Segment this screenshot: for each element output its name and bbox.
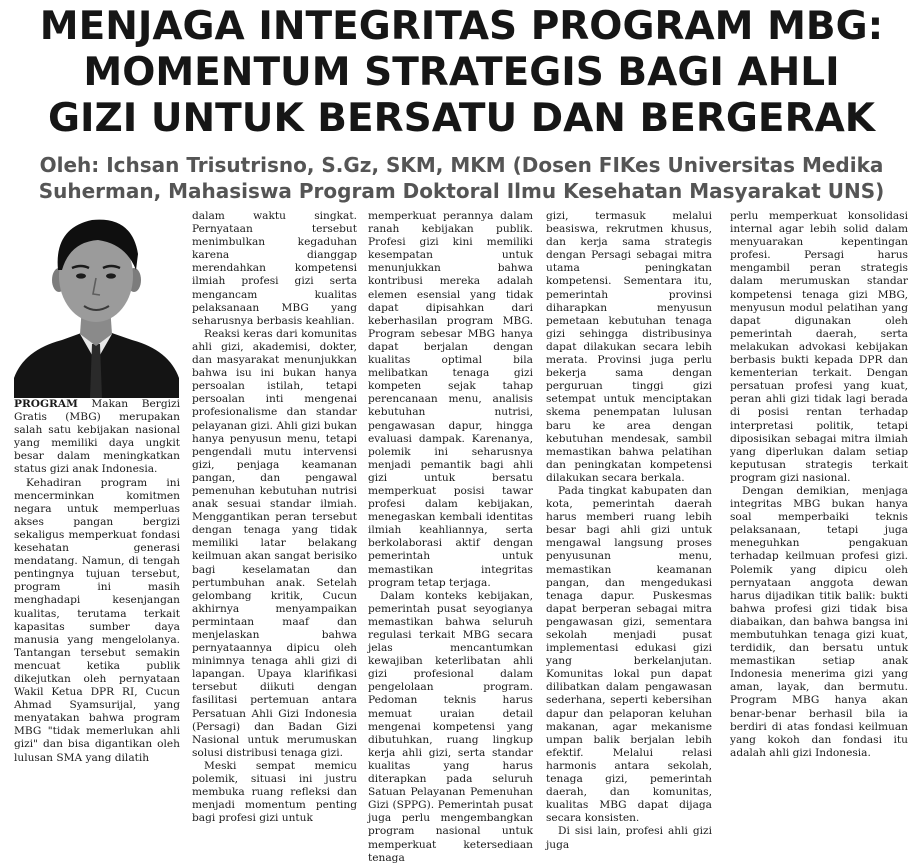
paragraph: gizi, termasuk melalui beasiswa, rekrutmen khusus, dan kerja sama strategis dengan Persagi sebagai mitra utama peningkatan kompetensi. Sementara itu, pemerintah provinsi diharapkan menyusun pemetaan kebutuhan tenaga gizi sehingga distribusinya dapat dilakukan secara lebih merata. Provinsi juga perlu bekerja sama dengan perguruan tinggi gizi setempat untuk menciptakan skema penempatan lulusan baru ke area dengan kebutuhan mendesak, sambil memastikan bahwa pelatihan dan peningkatan kompetensi dilakukan secara berkala. <box>546 210 712 484</box>
article-title <box>0 4 923 142</box>
paragraph: Dalam konteks kebijakan, pemerintah pusat seyogianya memastikan bahwa seluruh regulasi terkait MBG secara jelas mencantumkan kewajiban keterlibatan ahli gizi profesional dalam pengelolaan program. Pedoman teknis harus memuat uraian detail mengenai kompetensi yang dibutuhkan, ruang lingkup kerja ahli gizi, serta standar kualitas yang harus diterapkan pada seluruh Satuan Pelayanan Pemenuhan Gizi (SPPG). Pemerintah pusat juga perlu mengembangkan program nasional untuk memperkuat ketersediaan tenaga <box>368 589 533 864</box>
paragraph: Meski sempat memicu polemik, situasi ini justru membuka ruang refleksi dan menjadi momentum penting bagi profesi gizi untuk <box>192 759 357 825</box>
lead-word: PROGRAM <box>14 398 78 410</box>
byline-line: Suherman, Mahasiswa Program Doktoral Ilmu Kesehatan Masyarakat UNS) <box>38 179 885 203</box>
paragraph: Kehadiran program ini mencerminkan komitmen negara untuk memperluas akses pangan bergizi sekaligus memperkuat fondasi kesehatan generasi mendatang. Namun, di tengah pentingnya tujuan tersebut, program ini masih menghadapi kesenjangan kualitas, terutama terkait kapasitas sumber daya manusia yang mengelolanya. Tantangan tersebut semakin mencuat ketika publik dikejutkan oleh pernyataan Wakil Ketua DPR RI, Cucun Ahmad Syamsurijal, yang menyatakan bahwa program MBG "tidak memerlukan ahli gizi" dan bisa digantikan oleh lulusan SMA yang dilatih <box>14 476 180 764</box>
article-column-5 <box>730 210 908 760</box>
article-column-3 <box>368 210 533 865</box>
article-column-2 <box>192 210 357 825</box>
paragraph: Pada tingkat kabupaten dan kota, pemerintah daerah harus memberi ruang lebih besar bagi ahli gizi untuk mengawal langsung proses penyusunan menu, memastikan keamanan pangan, dan mengedukasi tenaga dapur. Puskesmas dapat berperan sebagai mitra pengawasan gizi, sementara sekolah menjadi pusat implementasi edukasi gizi yang berkelanjutan. Komunitas lokal pun dapat dilibatkan dalam pengawasan sederhana, seperti kebersihan dapur dan pelaporan keluhan makanan, agar mekanisme umpan balik berjalan lebih efektif. Melalui relasi harmonis antara sekolah, tenaga gizi, pemerintah daerah, dan komunitas, kualitas MBG dapat dijaga secara konsisten. <box>546 484 712 825</box>
author-portrait-image <box>14 210 179 398</box>
paragraph: PROGRAM Makan Bergizi Gratis (MBG) merupakan salah satu kebijakan nasional yang memiliki daya ungkit besar dalam meningkatkan status gizi anak Indonesia. <box>14 398 180 476</box>
title-line: MENJAGA INTEGRITAS PROGRAM MBG: <box>39 4 884 49</box>
paragraph: Reaksi keras dari komunitas ahli gizi, akademisi, dokter, dan masyarakat menunjukkan bahwa isu ini bukan hanya persoalan istilah, tetapi persoalan inti mengenai profesionalisme dan standar pelayanan gizi. Ahli gizi bukan hanya penyusun menu, tetapi pengendali mutu intervensi gizi, penjaga keamanan pangan, dan pengawal pemenuhan kebutuhan nutrisi anak sesuai standar ilmiah. Menggantikan peran tersebut dengan tenaga yang tidak memiliki latar belakang keilmuan akan sangat berisiko bagi keselamatan dan pertumbuhan anak. Setelah gelombang kritik, Cucun akhirnya menyampaikan permintaan maaf dan menjelaskan bahwa pernyataannya dipicu oleh minimnya tenaga ahli gizi di lapangan. Upaya klarifikasi tersebut diikuti dengan fasilitasi pertemuan antara Persatuan Ahli Gizi Indonesia (Persagi) dan Badan Gizi Nasional untuk merumuskan solusi distribusi tenaga gizi. <box>192 327 357 759</box>
title-line: MOMENTUM STRATEGIS BAGI AHLI <box>83 50 840 95</box>
author-byline <box>0 152 923 204</box>
paragraph: Dengan demikian, menjaga integritas MBG bukan hanya soal memperbaiki teknis pelaksanaan, tetapi juga meneguhkan pengakuan terhadap keilmuan profesi gizi. Polemik yang dipicu oleh pernyataan anggota dewan harus dijadikan titik balik: bukti bahwa profesi gizi tidak bisa diabaikan, dan bahwa bangsa ini membutuhkan tenaga gizi kuat, terdidik, dan bersatu untuk memastikan setiap anak Indonesia menerima gizi yang aman, layak, dan bermutu. Program MBG hanya akan benar-benar berhasil bila ia berdiri di atas fondasi keilmuan yang kokoh dan fondasi itu adalah ahli gizi Indonesia. <box>730 484 908 759</box>
paragraph: memperkuat perannya dalam ranah kebijakan publik. Profesi gizi kini memiliki kesempatan untuk menunjukkan bahwa kontribusi mereka adalah elemen esensial yang tidak dapat dipisahkan dari keberhasilan program MBG. Program sebesar MBG hanya dapat berjalan dengan kualitas optimal bila melibatkan tenaga gizi kompeten sejak tahap perencanaan menu, analisis kebutuhan nutrisi, pengawasan dapur, hingga evaluasi dampak. Karenanya, polemik ini seharusnya menjadi pemantik bagi ahli gizi untuk bersatu memperkuat posisi tawar profesi dalam kebijakan, menegaskan kembali identitas ilmiah keahliannya, serta berkolaborasi aktif dengan pemerintah untuk memastikan integritas program tetap terjaga. <box>368 210 533 589</box>
paragraph: Di sisi lain, profesi ahli gizi juga <box>546 825 712 851</box>
paragraph: perlu memperkuat konsolidasi internal agar lebih solid dalam menyuarakan kepentingan profesi. Persagi harus mengambil peran strategis dalam merumuskan standar kompetensi tenaga gizi MBG, menyusun modul pelatihan yang dapat digunakan oleh pemerintah daerah, serta melakukan advokasi kebijakan berbasis bukti kepada DPR dan kementerian terkait. Dengan persatuan profesi yang kuat, peran ahli gizi tidak lagi berada di posisi rentan terhadap interpretasi politik, tetapi diposisikan sebagai mitra ilmiah yang diperlukan dalam setiap keputusan strategis terkait program gizi nasional. <box>730 210 908 484</box>
article-column-4 <box>546 210 712 852</box>
paragraph: dalam waktu singkat. Pernyataan tersebut menimbulkan kegaduhan karena dianggap merendahkan kompetensi ilmiah profesi gizi serta mengancam kualitas pelaksanaan MBG yang seharusnya berbasis keahlian. <box>192 210 357 327</box>
byline-line: Oleh: Ichsan Trisutrisno, S.Gz, SKM, MKM (Dosen FIKes Universitas Medika <box>39 153 884 177</box>
author-photo <box>14 210 179 398</box>
title-line: GIZI UNTUK BERSATU DAN BERGERAK <box>47 96 876 141</box>
article-column-1 <box>14 398 180 765</box>
